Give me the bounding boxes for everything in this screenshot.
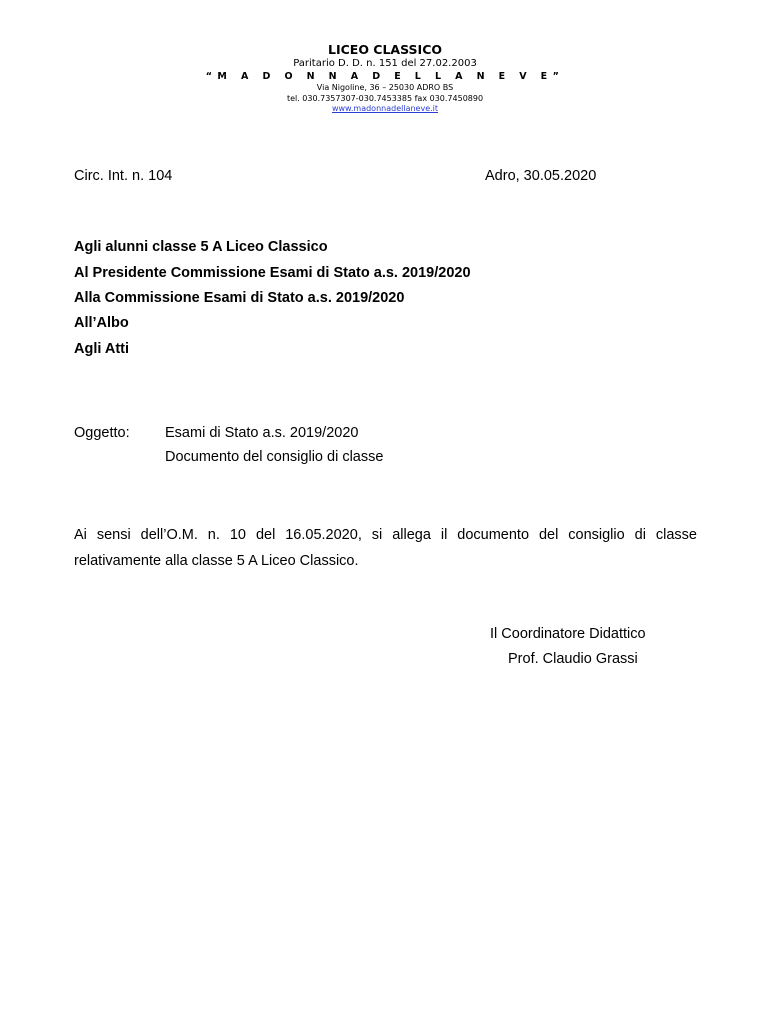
recipient-item: Agli Atti <box>74 341 130 357</box>
subject-line-2: Documento del consiglio di classe <box>165 449 384 465</box>
school-decree: Paritario D. D. n. 151 del 27.02.2003 <box>293 58 477 69</box>
school-phones: tel. 030.7357307-030.7453385 fax 030.7450890 <box>286 93 484 103</box>
place-date: Adro, 30.05.2020 <box>485 168 597 184</box>
recipient-item: Al Presidente Commissione Esami di Stato a.s. 2019/2020 <box>74 265 471 281</box>
signature-name: Prof. Claudio Grassi <box>508 651 638 667</box>
school-name: LICEO CLASSICO <box>327 42 442 57</box>
body-paragraph: Ai sensi dell’O.M. n. 10 del 16.05.2020, si allega il documento del consiglio di classe relativamente alla classe 5 A Liceo Classico. <box>74 527 697 569</box>
website-link[interactable]: www.madonnadellaneve.it <box>331 104 439 113</box>
letterhead <box>0 42 770 115</box>
school-address: Via Nigoline, 36 – 25030 ADRO BS <box>316 83 454 92</box>
recipient-item: All’Albo <box>74 315 129 331</box>
recipient-item: Agli alunni classe 5 A Liceo Classico <box>74 239 328 255</box>
subject-label: Oggetto: <box>74 425 130 441</box>
recipient-item: Alla Commissione Esami di Stato a.s. 2019/2020 <box>74 290 405 306</box>
institute-name: “M A D O N N A D E L L A N E V E” <box>205 71 565 82</box>
signature-role: Il Coordinatore Didattico <box>490 626 646 642</box>
subject-line-1: Esami di Stato a.s. 2019/2020 <box>165 425 359 441</box>
circular-number: Circ. Int. n. 104 <box>74 168 173 184</box>
